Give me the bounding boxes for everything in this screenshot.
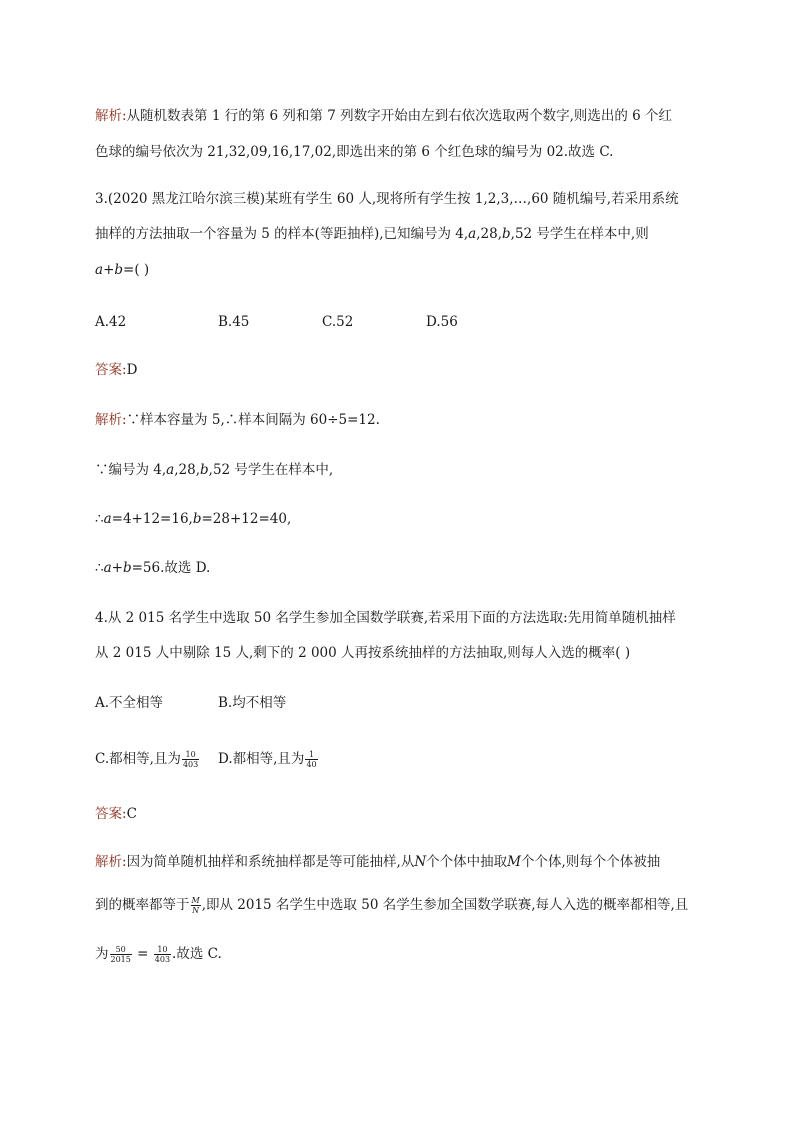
q4-option-a: A.不全相等	[95, 695, 164, 711]
q2-analysis-line-2: 色球的编号依次为 21,32,09,16,17,02,即选出来的第 6 个红色球的编号为 02.故选 C.	[95, 144, 614, 160]
q3-answer-value: D	[126, 362, 138, 378]
q3-stem-line-1: 3.(2020 黑龙江哈尔滨三模)某班有学生 60 人,现将所有学生按 1,2,3,…,60 随机编号,若采用系统	[95, 191, 679, 207]
analysis-label: 解析:	[95, 412, 127, 428]
q3-analysis-line-2: ∵编号为 4,a,28,b,52 号学生在样本中,	[95, 462, 334, 478]
q3-option-d: D.56	[426, 314, 458, 330]
q4-analysis-line-3: 为 $\frac{50}{2015}$ = $\frac{10}{403}$ .故选 C.	[95, 945, 222, 964]
q3-answer	[95, 360, 137, 380]
fraction: $\frac{10}{403}$	[182, 750, 199, 769]
q4-answer-value: C	[126, 806, 137, 822]
analysis-label: 解析:	[95, 854, 127, 870]
q3-stem-line-2: 抽样的方法抽取一个容量为 5 的样本(等距抽样),已知编号为 4,a,28,b,52 号学生在样本中,则	[95, 226, 649, 242]
analysis-label: 解析:	[95, 108, 127, 124]
q4-stem-line-1: 4.从 2 015 名学生中选取 50 名学生参加全国数学联赛,若采用下面的方法选取:先用简单随机抽样	[95, 610, 676, 626]
q4-option-d: D.都相等,且为 $\frac{1}{40}$	[218, 750, 317, 769]
fraction: $\frac{50}{2015}$	[110, 945, 131, 964]
answer-label: 答案:	[95, 362, 127, 378]
fraction: $\frac{1}{40}$	[306, 750, 317, 769]
q4-answer	[95, 804, 137, 824]
fraction: $\frac{M}{N}$	[191, 896, 200, 915]
q3-analysis-line-4: ∴a+b=56.故选 D.	[95, 560, 211, 576]
q3-option-a: A.42	[95, 314, 127, 330]
q4-option-c: C.都相等,且为 $\frac{10}{403}$	[95, 750, 199, 769]
q4-stem-line-2: 从 2 015 人中剔除 15 人,剩下的 2 000 人再按系统抽样的方法抽取,则每人入选的概率( )	[95, 645, 631, 661]
q3-analysis-line-1: 解析:∵样本容量为 5,∴样本间隔为 60÷5=12.	[95, 412, 380, 428]
q4-analysis-line-1: 解析:因为简单随机抽样和系统抽样都是等可能抽样,从N个个体中抽取M个个体,则每个个体被抽	[95, 854, 661, 870]
q3-option-c: C.52	[322, 314, 354, 330]
q2-analysis-line-1: 解析:从随机数表第 1 行的第 6 列和第 7 列数字开始由左到右依次选取两个数字,则选出的 6 个红	[95, 108, 673, 124]
answer-label: 答案:	[95, 806, 127, 822]
q4-analysis-line-2: 到的概率都等于 $\frac{M}{N}$ ,即从 2015 名学生中选取 50 名学生参加全国数学联赛,每人入选的概率都相等,且	[95, 896, 689, 915]
q3-option-b: B.45	[218, 314, 250, 330]
q4-option-b: B.均不相等	[218, 695, 287, 711]
q3-stem-line-3: a+b=( )	[95, 262, 150, 278]
q3-analysis-line-3: ∴a=4+12=16,b=28+12=40,	[95, 511, 292, 527]
fraction: $\frac{10}{403}$	[154, 945, 171, 964]
